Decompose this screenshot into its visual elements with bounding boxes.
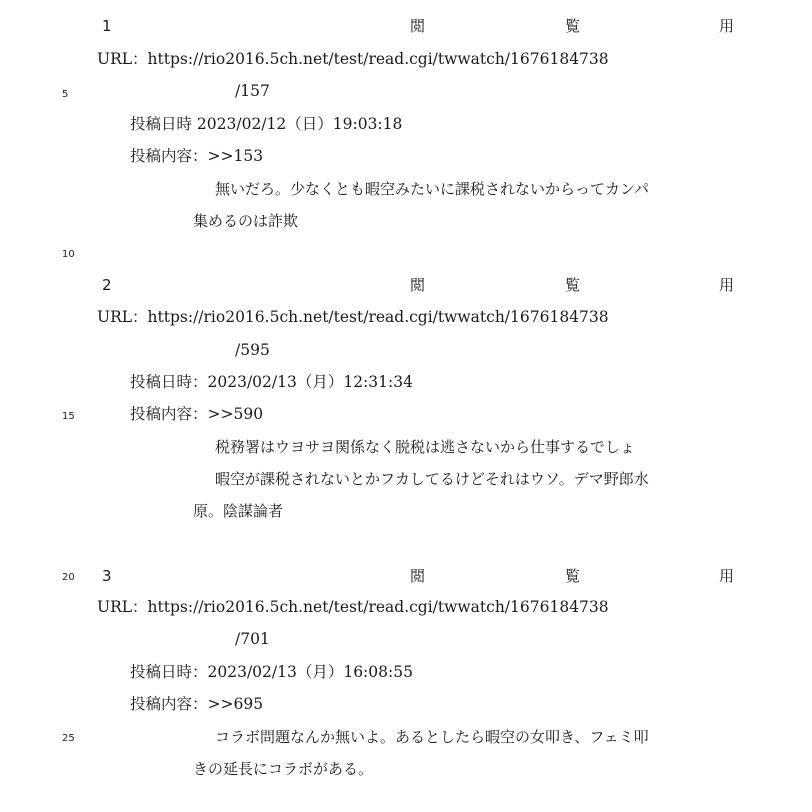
posted-datetime: 投稿日時 2023/02/12（日）19:03:18 — [130, 115, 403, 133]
posted-datetime: 投稿日時：2023/02/13（月）12:31:34 — [130, 373, 413, 391]
line-number-20: 20 — [62, 572, 75, 583]
entry-number: 2 — [102, 276, 112, 294]
post-body-line: きの延長にコラボがある。 — [193, 760, 374, 778]
post-body-line: 集めるのは詐欺 — [193, 212, 299, 230]
content-label: 投稿内容：>>695 — [130, 695, 264, 713]
heading-char: 用 — [719, 17, 735, 35]
heading-char: 覧 — [565, 567, 581, 585]
content-label: 投稿内容：>>153 — [130, 147, 264, 165]
content-label: 投稿内容：>>590 — [130, 405, 264, 423]
post-body-line: 税務署はウヨサヨ関係なく脱税は逃さないから仕事するでしょ — [215, 438, 635, 456]
post-url-continuation: /157 — [235, 82, 270, 100]
line-number-10: 10 — [62, 249, 75, 260]
heading-char: 用 — [719, 276, 735, 294]
post-url: URL：https://rio2016.5ch.net/test/read.cgi/twwatch/1676184738 — [97, 598, 609, 616]
heading-char: 覧 — [565, 17, 581, 35]
post-url: URL：https://rio2016.5ch.net/test/read.cgi/twwatch/1676184738 — [97, 50, 609, 68]
line-number-25: 25 — [62, 733, 75, 744]
heading-char: 閲 — [410, 276, 426, 294]
heading-char: 閲 — [410, 567, 426, 585]
post-url: URL：https://rio2016.5ch.net/test/read.cgi/twwatch/1676184738 — [97, 308, 609, 326]
posted-datetime: 投稿日時：2023/02/13（月）16:08:55 — [130, 663, 413, 681]
post-url-continuation: /701 — [235, 630, 270, 648]
line-number-5: 5 — [62, 89, 69, 100]
line-number-15: 15 — [62, 411, 75, 422]
post-url-continuation: /595 — [235, 341, 270, 359]
heading-char: 閲 — [410, 17, 426, 35]
heading-char: 用 — [719, 567, 735, 585]
post-body-line: コラボ問題なんか無いよ。あるとしたら暇空の女叩き、フェミ叩 — [215, 728, 649, 746]
entry-number: 1 — [102, 17, 112, 35]
heading-char: 覧 — [565, 276, 581, 294]
post-body-line: 暇空が課税されないとかフカしてるけどそれはウソ。デマ野郎水 — [215, 470, 649, 488]
post-body-line: 原。陰謀論者 — [193, 502, 284, 520]
entry-number: 3 — [102, 567, 112, 585]
post-body-line: 無いだろ。少なくとも暇空みたいに課税されないからってカンパ — [215, 180, 649, 198]
